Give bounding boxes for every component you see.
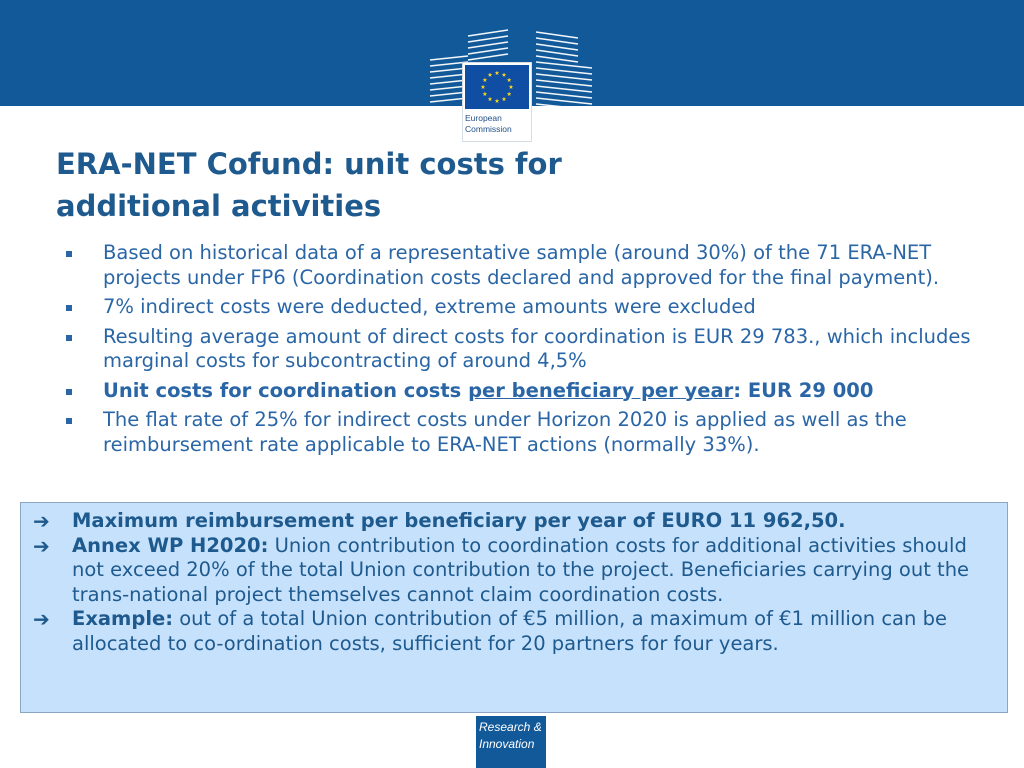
square-bullet-icon <box>66 389 72 395</box>
bullet-item <box>62 295 1012 320</box>
example-label: Example: <box>72 607 174 630</box>
european-commission-logo <box>428 26 594 142</box>
per-beneficiary-per-year-text: per beneficiary per year <box>468 378 734 402</box>
unit-costs-label: Unit costs for coordination costs <box>103 378 469 402</box>
logo-panel <box>462 62 532 142</box>
bullet-text: Resulting average amount of direct costs for coordination is EUR 29 783., which includes marginal costs for subcontracting of around 4,5% <box>103 324 971 372</box>
badge-line-2: Innovation <box>479 737 535 751</box>
title-line-1: ERA-NET Cofund: unit costs for <box>56 147 562 181</box>
square-bullet-icon <box>66 251 72 257</box>
arrow-right-icon: ➔ <box>33 509 50 533</box>
square-bullet-icon <box>66 335 72 341</box>
slide-title <box>56 143 756 227</box>
research-innovation-badge <box>476 716 546 768</box>
highlight-box <box>20 502 1008 713</box>
callout-item-annex-wp <box>29 534 999 608</box>
bullet-item <box>62 241 1012 290</box>
bullet-item <box>62 408 1012 457</box>
logo-line-2: Commission <box>465 124 512 134</box>
annex-wp-label: Annex WP H2020: <box>72 533 269 557</box>
arrow-right-icon: ➔ <box>33 533 50 558</box>
bullet-list <box>62 241 1012 462</box>
unit-costs-amount: : EUR 29 000 <box>733 378 874 402</box>
bullet-text: 7% indirect costs were deducted, extreme amounts were excluded <box>103 295 756 318</box>
eu-flag-icon <box>465 65 529 109</box>
max-reimbursement-text: Maximum reimbursement per beneficiary per year of EURO 11 962,50. <box>72 509 846 532</box>
bullet-text: Based on historical data of a representative sample (around 30%) of the 71 ERA-NET projects under FP6 (Coordination costs declared and approved for the final payment). <box>103 241 940 289</box>
callout-item-example <box>29 607 999 656</box>
arrow-right-icon: ➔ <box>33 607 50 631</box>
logo-text <box>465 113 529 135</box>
square-bullet-icon <box>66 305 72 311</box>
annex-wp-text: Union contribution to coordination costs for additional activities should not exceed 20% of the total Union contribution to the project. Beneficiaries carrying out the trans-national project themselves cannot claim coordination costs. <box>72 533 970 606</box>
title-line-2: additional activities <box>56 189 382 223</box>
badge-line-1: Research & <box>479 720 542 734</box>
square-bullet-icon <box>66 418 72 424</box>
example-text: out of a total Union contribution of €5 million, a maximum of €1 million can be allocated to co-ordination costs, sufficient for 20 partners for four years. <box>72 607 947 655</box>
bullet-item-unit-costs <box>62 379 1012 404</box>
bullet-item <box>62 325 1012 374</box>
bullet-text: The flat rate of 25% for indirect costs under Horizon 2020 is applied as well as the reimbursement rate applicable to ERA-NET actions (normally 33%). <box>103 408 907 456</box>
callout-item-max-reimbursement <box>29 509 999 534</box>
logo-line-1: European <box>465 113 502 123</box>
